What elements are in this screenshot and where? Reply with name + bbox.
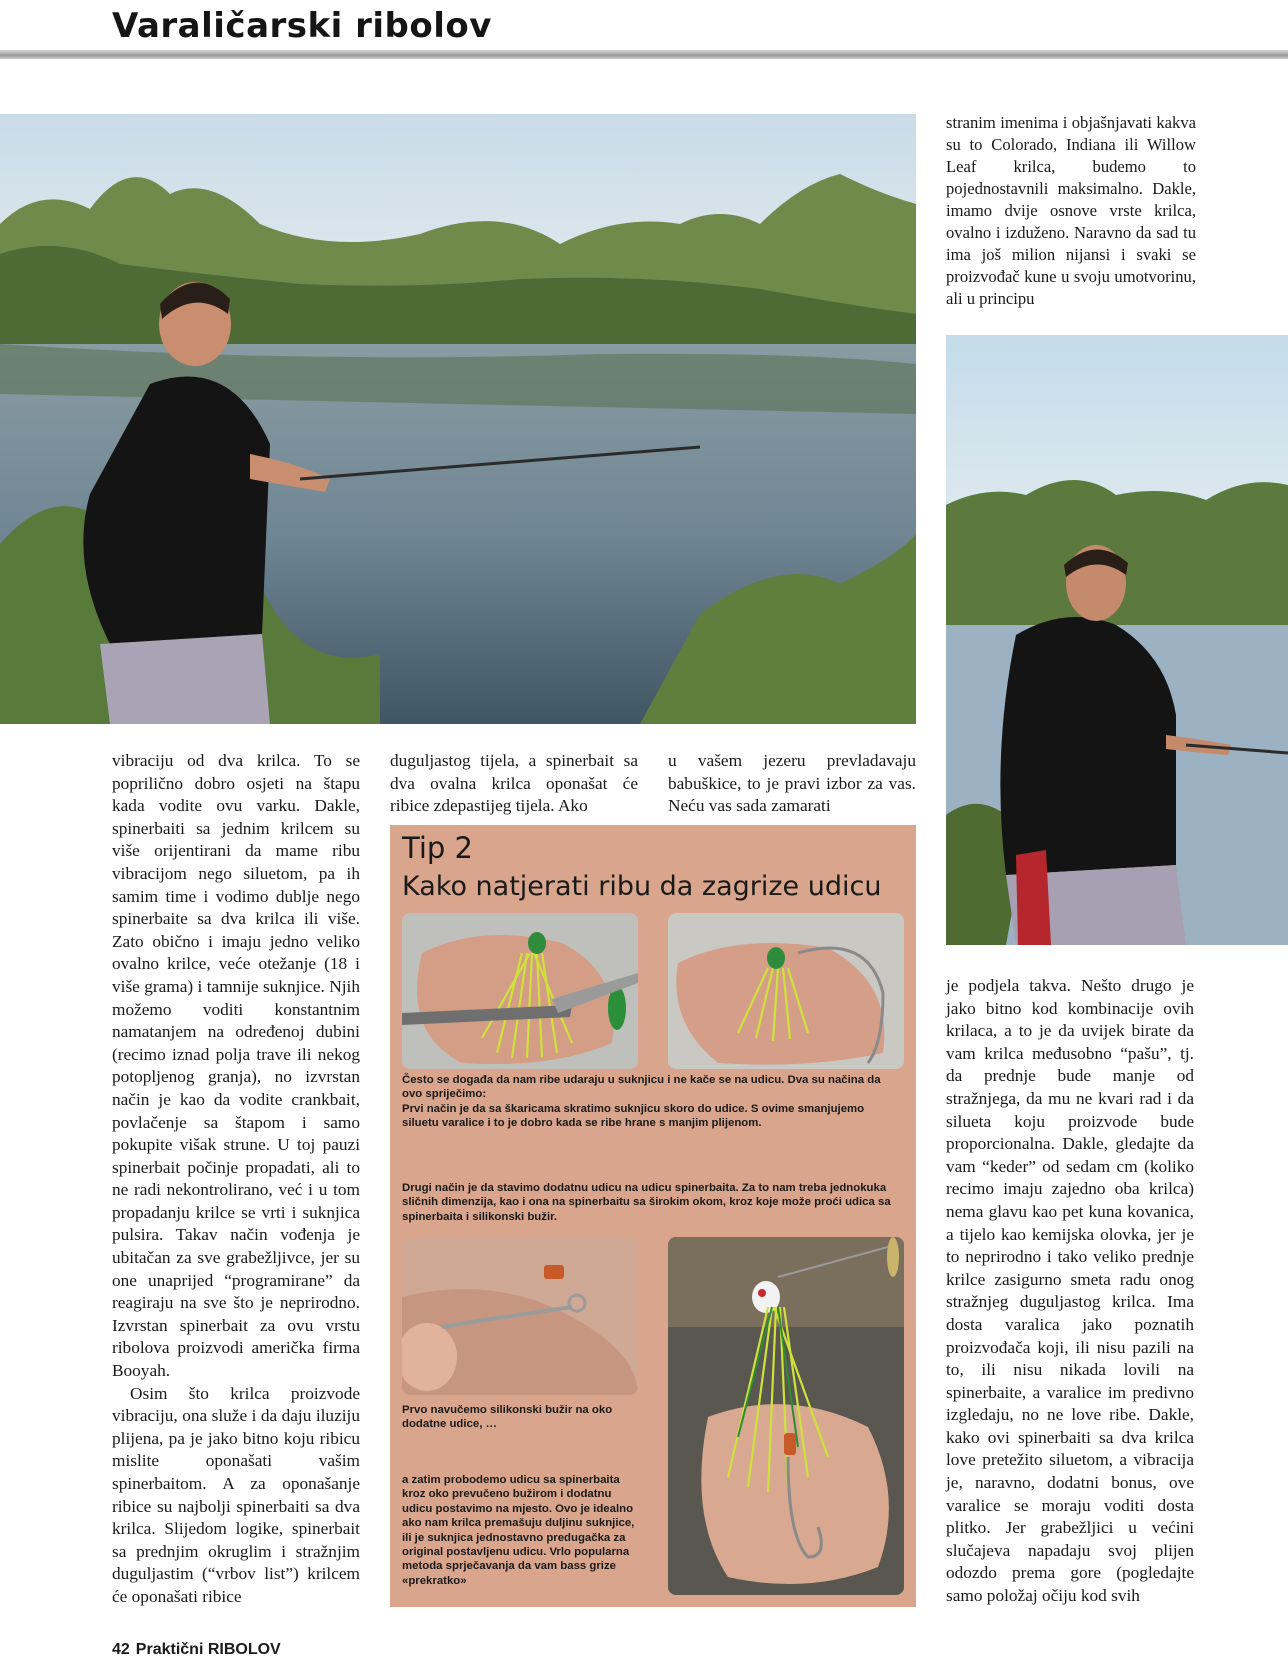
finished-spinnerbait-photo	[668, 1237, 904, 1595]
page-number: 42	[112, 1641, 130, 1658]
scissors-trim-photo	[402, 913, 638, 1069]
tip-caption-intro: Često se događa da nam ribe udaraju u suknjicu i ne kače se na udicu. Dva su načina da ovo spriječimo:	[402, 1074, 881, 1101]
text-column-1	[112, 750, 360, 1609]
text-top-right	[946, 112, 1196, 310]
paragraph: vibraciju od dva krilca. To se poprilično dobro osjeti na štapu kada vodite ovu varku. Dakle, spinerbaiti sa jednim krilcem su više orijentirani da mame ribu vibracijom nego siluetom, pa ih samim time i vodimo dublje nego spinerbaite sa dva krilca ili više. Zato obično i imaju jedno veliko ovalno krilce, veće otežanje (18 i više grama) i tamnije suknjice. Njih možemo voditi konstantnim namatanjem na određenoj dubini (recimo iznad polja trave ili nekog potopljenog granja), no izvrstan način je kao da vodite crankbait, povlačenje sa štapom i samo pokupite višak strune. U toj pauzi spinerbait počinje propadati, ali to ne radi nekontrolirano, već i u tom propadanju krilce se vrti i suknjica pulsira. Takav način vođenja je ubitačan za sve grabežljivce, jer su one unaprijed “programirane” da reagiraju na sve što je neprirodno. Izvrstan spinerbait za ovu vrstu ribolova proizvodi američka firma Booyah.	[112, 751, 360, 1381]
text-right-column	[946, 975, 1194, 1608]
lake-fishing-photo	[0, 114, 916, 724]
angler-side-photo	[946, 335, 1288, 945]
magazine-name: Praktični RIBOLOV	[135, 1641, 281, 1658]
trimmed-skirt-photo	[668, 913, 904, 1069]
paragraph: stranim imenima i objašnjavati kakva su to Colorado, Indiana ili Willow Leaf krilca, budemo to pojednostavnili maksimalno. Dakle, imamo dvije osnove vrste krilca, ovalno i izduženo. Naravno da sad tu ima još milion nijansi i svaki se proizvođač kune u svoju umotvorinu, ali u principu	[946, 113, 1196, 308]
text-column-3	[668, 750, 916, 818]
page-footer	[112, 1641, 281, 1659]
trailer-hook-photo	[402, 1237, 638, 1395]
paragraph: Osim što krilca proizvode vibraciju, ona služe i da daju iluziju plijena, pa je jako bitno koju ribicu mislite oponašati vašim spinerbaitom. A za oponašanje ribice su najbolji spinerbaiti sa dva krilca. Slijedom logike, spinerbait sa prednjim okruglim i stražnjim duguljastim (“vrbov list”) krilcem će oponašati ribice	[112, 1383, 360, 1606]
tip-title: Kako natjerati ribu da zagrize udicu	[402, 871, 882, 902]
tip-caption-step-1: Prvo navučemo silikonski bužir na oko dodatne udice, …	[402, 1404, 613, 1431]
paragraph: duguljastog tijela, a spinerbait sa dva ovalna krilca oponašat će ribice zdepastijeg tijela. Ako	[390, 751, 638, 816]
paragraph: je podjela takva. Nešto drugo je jako bitno kod kombinacije ovih krilaca, a to je da uvijek birate da vam krilca međusobno “pašu”, tj. da prednje bude manje od stražnjega, da mu ne kvari rad i da silueta koju proizvode bude proporcionalna. Dakle, gledajte da vam “keder” od sedam cm (koliko recimo imaju zajedno oba krilca) nema glavu kao pet kuna kovanica, a tijelo kao kemijska olovka, jer je to neprirodno i tako veliko prednje krilce zasigurno smeta radu onog stražnjeg duguljastog krilca. Ima dosta varalica jako poznatih proizvođača koji, ili nisu pazili na to, ili nisu nikada lovili na spinerbaite, a varalice im predivno izgledaju, no ne love ribe. Dakle, kako ovi spinerbaiti sa dva krilca love pretežito siluetom, a vibracija je, naravno, dodatni bonus, ove varalice se moraju voditi dosta plitko. Jer grabežljici u većini slučajeva napadaju svoj plijen odozdo prema gore (pogledajte samo položaj očiju kod svih	[946, 976, 1194, 1606]
tip-label: Tip 2	[402, 831, 473, 865]
header-divider	[0, 50, 1288, 59]
paragraph: u vašem jezeru prevladavaju babuškice, to je pravi izbor za vas. Neću vas sada zamarati	[668, 751, 916, 816]
tip-caption-step-2: a zatim probodemo udicu sa spinerbaita kroz oko prevučeno bužirom i dodatnu udicu postavimo na mjesto. Ovo je idealno ako nam krilca premašuju duljinu suknjice, ili je suknjica jednostavno predugačka za original postavljenu udicu. Vrlo popularna metoda sprječavanja da vam bass grize «prekratko»	[402, 1474, 635, 1587]
section-title: Varaličarski ribolov	[112, 6, 492, 46]
tip-caption-method-2: Drugi način je da stavimo dodatnu udicu na udicu spinerbaita. Za to nam treba jednokuka sličnih dimenzija, kao i ona na spinerbaitu sa širokim okom, kroz koje može proći udica sa spinerbaita i silikonski bužir.	[402, 1182, 891, 1223]
text-column-2	[390, 750, 638, 818]
tip-caption-method-1: Prvi način je da sa škaricama skratimo suknjicu skoro do udice. S ovime smanjujemo siluetu varalice i to je dobro kada se ribe hrane s manjim plijenom.	[402, 1103, 865, 1130]
tip-box	[390, 825, 916, 1607]
